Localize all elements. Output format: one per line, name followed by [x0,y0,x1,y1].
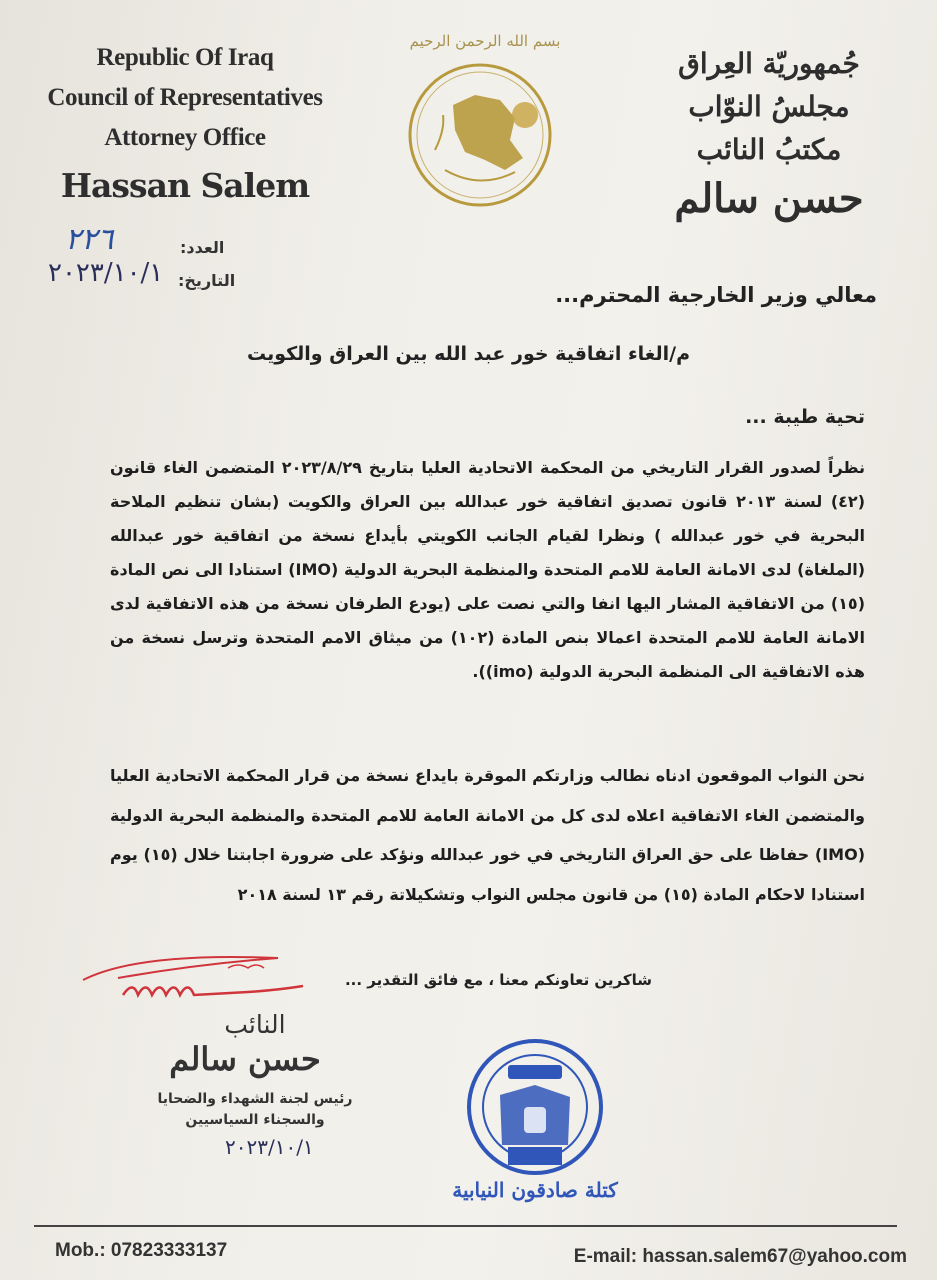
closing-line: شاكرين تعاونكم معنا ، مع فائق التقدير ... [344,971,652,989]
number-label: العدد: [180,238,225,257]
footer-mobile: Mob.: 07823333137 [55,1240,228,1261]
date-label: التاريخ: [178,271,236,290]
header-country-ar: جُمهوريّة العِراق [678,47,860,80]
footer-email: E-mail: hassan.salem67@yahoo.com [573,1246,907,1267]
body-paragraph-1 [110,451,865,689]
header-country: Republic Of Iraq [96,44,274,71]
signature-role-line-1: رئيس لجنة الشهداء والضحايا [157,1091,353,1107]
header-office: Attorney Office [104,124,266,151]
stamp-caption: كتلة صادقون النيابية [452,1178,618,1202]
paragraph-1-text: نظراً لصدور القرار التاريخي من المحكمة الاتحادية العليا بتاريخ ٢٠٢٣/٨/٢٩ المتضمن الغاء قانون (٤٢) لسنة ٢٠١٣ قانون تصديق اتفاقية خور عبدالله بين العراق والكويت (بشان تنظيم الملاحة البحرية في خور عبدالله ) ونظرا لقيام الجانب الكويتي بأيداع نسخة من اتفاقية خور عبدالله (الملغاة) لدى الامانة العامة للامم المتحدة والمنظمة البحرية الدولية (IMO) استنادا الى نص المادة (١٥) من الاتفاقية المشار اليها انفا والتي نصت على (يودع الطرفان نسخة من هذه الاتفاقية لدى الامانة العامة للامم المتحدة اعمالا بنص المادة (١٠٢) من ميثاق الامم المتحدة وترسل نسخة من هذه الاتفاقية الى المنظمة البحرية الدولية (imo)). [110,458,866,681]
greeting: تحية طيبة ... [745,406,865,428]
header-council: Council of Representatives [47,84,323,111]
paragraph-2-text: نحن النواب الموقعون ادناه نطالب وزارتكم الموقرة بايداع نسخة من قرار المحكمة الاتحادية العليا والمتضمن الغاء الاتفاقية اعلاه لدى كل من الامانة العامة للامم المتحدة والمنظمة البحرية الدولية (IMO) حفاظا على حق العراق التاريخي في خور عبدالله ونؤكد على ضرورة اجابتنا خلال (١٥) يوم استنادا لاحكام المادة (١٥) من قانون مجلس النواب وتشكيلاتة رقم ١٣ لسنة ٢٠١٨ [110,766,865,904]
subject-line: م/الغاء اتفاقية خور عبد الله بين العراق والكويت [246,343,691,365]
handwritten-signature-icon [78,950,318,1010]
iraq-map-emblem-icon [405,60,555,210]
signature-name: حسن سالم [169,1040,321,1078]
english-letterhead [40,38,330,210]
number-value: ٢٢٦ [65,222,114,257]
date-value: ٢٠٢٣/١٠/١ [48,258,164,288]
header-name-ar: حسن سالم [674,175,864,222]
header-name: Hassan Salem [60,166,310,205]
footer-divider [34,1225,897,1227]
arabic-letterhead [629,42,909,227]
signature-role-line-2: والسجناء السياسيين [185,1112,325,1128]
basmala: بسم الله الرحمن الرحيم [409,32,561,50]
header-council-ar: مجلسُ النوّاب [688,90,850,123]
signature-date: ٢٠٢٣/١٠/١ [225,1135,314,1159]
signature-title: النائب [224,1010,286,1039]
header-office-ar: مكتبُ النائب [696,133,842,166]
body-paragraph-2 [110,756,865,914]
addressee: معالي وزير الخارجية المحترم... [555,283,877,307]
